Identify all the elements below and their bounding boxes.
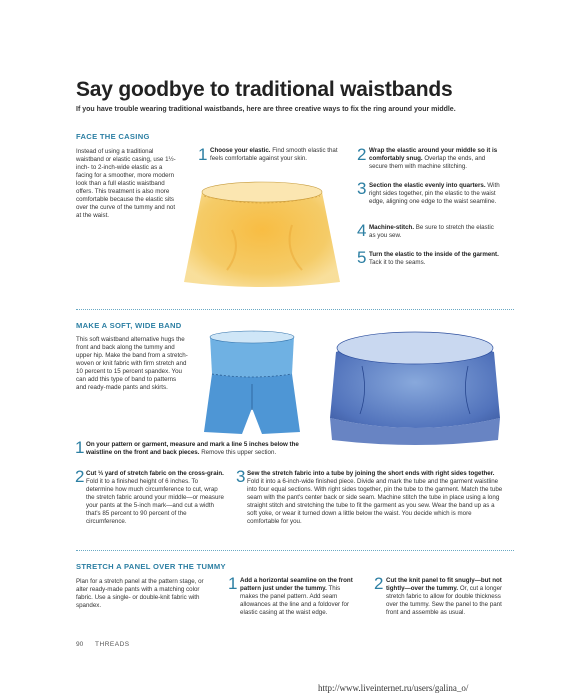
- step-number: 2: [357, 145, 367, 164]
- step-detail: Fold it into a 6-inch-wide finished piece. Divide and mark the tube and the garment waistline into four equal sections. With right sides together, pin the tube to the garment. Match the tube seam with the pant's center back or side seam. Machine stitch the tube in place using a long straight stitch and stretching the tube to fit the garment as you sew. Wear the band up as a soft yoke, or wear it turned down a little below the waist. You decide which is more comfortable for you.: [247, 478, 503, 525]
- step-bold: Wrap the elastic around your middle so it is comfortably snug.: [369, 147, 498, 162]
- section-heading-face-casing: FACE THE CASING: [76, 132, 150, 141]
- blue-shorts-illustration: [196, 328, 308, 438]
- step-text: [86, 441, 316, 457]
- step-bold: Cut ⅓ yard of stretch fabric on the cross-grain.: [86, 470, 224, 477]
- step-bold: Section the elastic evenly into quarters.: [369, 182, 486, 189]
- section-intro-face-casing: Instead of using a traditional waistband or elastic casing, use 1½-inch- to 2-inch-wide elastic as a facing for a smoother, more modern look than a full elastic waistband offers. This treatment is also more comfortable because the elastic sits over the curve of the tummy and not at the waist.: [76, 148, 176, 219]
- step-text: [369, 147, 501, 171]
- step-detail: Be sure to stretch the elastic as you sew.: [369, 224, 494, 239]
- step-detail: Find smooth elastic that feels comfortable against your skin.: [210, 147, 338, 162]
- section-heading-stretch-panel: STRETCH A PANEL OVER THE TUMMY: [76, 562, 226, 571]
- step-bold: Sew the stretch fabric into a tube by joining the short ends with right sides together.: [247, 470, 495, 477]
- section-heading-soft-band: MAKE A SOFT, WIDE BAND: [76, 321, 182, 330]
- section-divider: [76, 309, 514, 310]
- step-bold: Cut the knit panel to fit snugly—but not tightly—over the tummy.: [386, 577, 502, 592]
- step-bold: On your pattern or garment, measure and mark a line 5 inches below the waistline on the front and back pieces.: [86, 441, 299, 456]
- step-text: [86, 470, 226, 526]
- step-bold: Add a horizontal seamline on the front pattern just under the tummy.: [240, 577, 353, 592]
- step-text: [386, 577, 510, 617]
- section-intro-stretch-panel: Plan for a stretch panel at the pattern stage, or alter ready-made pants with a matching color fabric. Use a single- or double-knit fabric with spandex.: [76, 578, 204, 609]
- yellow-skirt-illustration: [172, 170, 352, 290]
- step-text: [369, 251, 501, 267]
- indigo-band-illustration: [322, 322, 508, 446]
- step-text: [210, 147, 340, 163]
- step-detail: Fold it to a finished height of 6 inches. To determine how much circumference to cut, wrap the stretch fabric around your middle—or measure your pants at the 5-inch mark—and cut a width that's 85 percent to 90 percent of the circumference.: [86, 478, 224, 525]
- step-text: [240, 577, 360, 617]
- step-number: 4: [357, 221, 367, 240]
- magazine-name: THREADS: [95, 641, 130, 648]
- step-bold: Choose your elastic.: [210, 147, 271, 154]
- step-text: [247, 470, 505, 526]
- step-number: 1: [198, 145, 208, 164]
- step-number: 1: [228, 574, 238, 593]
- footer: [76, 641, 130, 648]
- page-subtitle: If you have trouble wearing traditional waistbands, here are three creative ways to fix the ring around your middle.: [76, 106, 456, 113]
- page-number: 90: [76, 641, 84, 648]
- section-divider: [76, 550, 514, 551]
- step-detail: Overlap the ends, and secure them with machine stitching.: [369, 155, 486, 170]
- page-title: Say goodbye to traditional waistbands: [76, 78, 453, 101]
- step-number: 2: [374, 574, 384, 593]
- step-detail: This makes the panel pattern. Add seam allowances at the line and a foldover for elastic casing at the waist edge.: [240, 585, 350, 616]
- step-detail: Tack it to the seams.: [369, 259, 426, 266]
- step-number: 1: [75, 438, 85, 457]
- section-intro-soft-band: This soft waistband alternative hugs the front and back along the tummy and upper hip. Make the band from a stretch-woven or knit fabric with firm stretch and 10 percent to 15 percent spandex. You can add this type of band to patterns and ready-made pants and skirts.: [76, 336, 188, 391]
- watermark-url: http://www.liveinternet.ru/users/galina_o/: [318, 683, 469, 693]
- step-number: 5: [357, 248, 367, 267]
- step-text: [369, 182, 501, 206]
- step-detail: Or, cut a longer stretch fabric to allow for double thickness over the tummy. Sew the panel to the pant front and assemble as usual.: [386, 585, 503, 616]
- step-bold: Machine-stitch.: [369, 224, 415, 231]
- step-number: 2: [75, 467, 85, 486]
- step-bold: Turn the elastic to the inside of the garment.: [369, 251, 499, 258]
- step-number: 3: [236, 467, 246, 486]
- step-number: 3: [357, 179, 367, 198]
- step-detail: With right sides together, pin the elastic to the waist edge, aligning one edge to the waist seamline.: [369, 182, 500, 205]
- step-detail: Remove this upper section.: [199, 449, 277, 456]
- step-text: [369, 224, 501, 240]
